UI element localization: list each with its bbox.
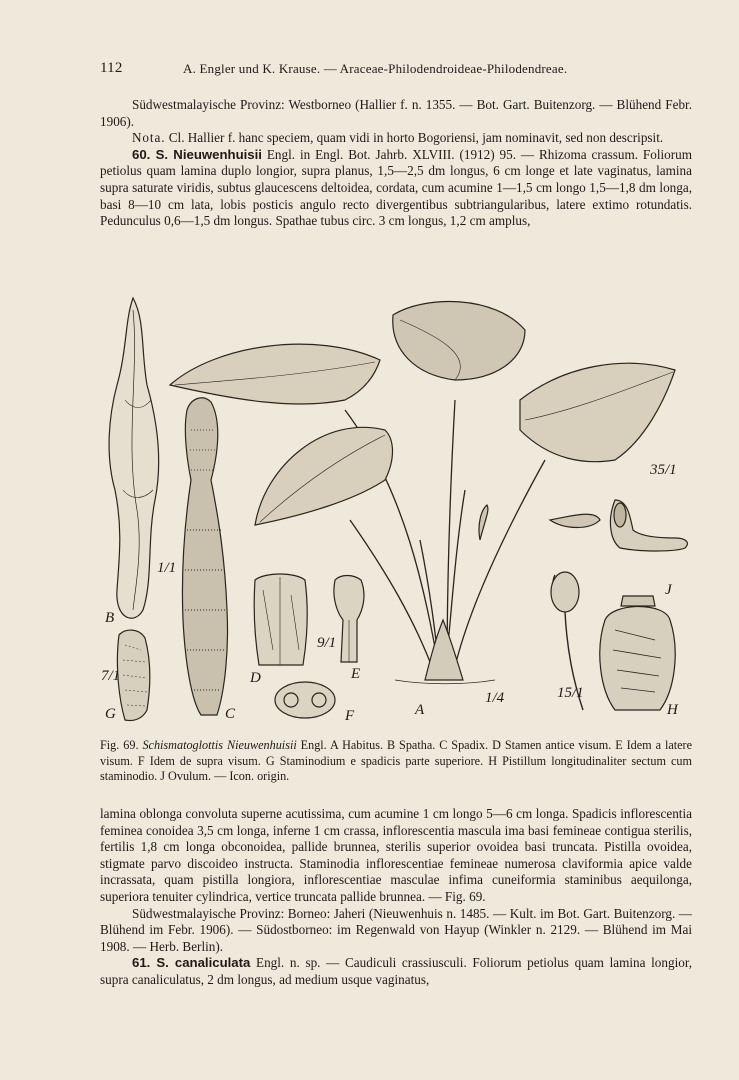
- label-H: H: [667, 702, 678, 718]
- scale-E: 9/1: [317, 635, 337, 651]
- figure-illustration: [95, 290, 695, 730]
- paragraph-distribution: Südwestmalayische Provinz: Borneo: Jaheri (Nieuwenhuis n. 1485. — Kult. im Bot. Gart. Buitenzorg. — Blühend im Febr. 1906). — Südostborneo: im Regenwald von Hayup (Winkler n. 2129. — Blühend im Mai 1908. — Herb. Berlin).: [100, 905, 692, 954]
- scale-A: 1/4: [485, 690, 505, 706]
- species-60-heading: 60. S. Nieuwenhuisii: [132, 146, 262, 162]
- caption-text: Engl. A Habitus. B Spatha. C Spadix. D Stamen antice visum. E Idem a latere visum. F Idem de supra visum. G Staminodium e spadicis parte superiore. H Pistillum longitudinaliter sectum cum staminodio. J Ovulum. — Icon. origin.: [100, 738, 693, 784]
- paragraph-locality: Südwestmalayische Provinz: Westborneo (Hallier f. n. 1355. — Bot. Gart. Buitenzorg. — Blühend Febr. 1906).: [100, 97, 692, 129]
- paragraph-nota: [100, 130, 692, 147]
- bottom-text-block: [100, 806, 692, 989]
- label-F: F: [345, 708, 355, 724]
- species-61-body: Engl. n. sp. — Caudiculi crassiusculi. Foliorum petiolus quam lamina longior, supra canaliculatus, 2 dm longus, ad medium usque vaginatus,: [100, 955, 692, 987]
- scale-B: 1/1: [157, 560, 177, 576]
- figure-caption: [100, 738, 692, 785]
- nota-label: Nota.: [132, 130, 166, 146]
- scale-H: 15/1: [557, 685, 584, 701]
- species-61-heading: 61. S. canaliculata: [132, 955, 251, 971]
- label-A: A: [415, 702, 425, 718]
- top-text-block: [100, 97, 692, 230]
- ovulum-drawing: [610, 500, 687, 551]
- paragraph-species-61: [100, 955, 692, 988]
- page-number: 112: [100, 60, 123, 76]
- label-B: B: [105, 610, 115, 626]
- paragraph-description: lamina oblonga convoluta superne acutissima, cum acumine 1 cm longo 5—6 cm longa. Spadicis inflorescentia feminea conoidea 3,5 cm longa, inferne 1 cm crassa, inflorescentia mascula ima basi femineae contigua sterilis, fertilis 1,8 cm longa obconoidea, pallide brunnea, sterilis superior ovoidea basi truncata. Pistilla ovoidea, stigmate parvo discoideo instructa. Staminodia inflorescentiae femineae numerosa claviformia apice valde incrassata, quam pistilla longiora, inflorescentiae masculae infima cuneiformia staminibus aequilonga, superiora tenuiter cylindrica, vertice truncata pallide brunnea. — Fig. 69.: [100, 806, 692, 904]
- scale-J: 35/1: [650, 462, 677, 478]
- stamen-side-drawing: [334, 576, 364, 663]
- species-60-body: Engl. in Engl. Bot. Jahrb. XLVIII. (1912) 95. — Rhizoma crassum. Foliorum petiolus quam lamina duplo longior, supra planus, 1,5—2,5 dm longus, 6 cm longe et late vaginatus, lamina supra saturate viridis, subtus glaucescens deltoidea, cordata, cum acumine 1—1,5 cm longo 1,5—1,8 dm longa, basi 8—10 cm lata, lobis posticis angulo recto divergentibus subtriangularibus, latere extimo rotundatis. Pedunculus 0,6—1,5 dm longus. Spathae tubus circ. 3 cm longus, 1,2 cm amplus,: [100, 146, 692, 229]
- scale-G: 7/1: [101, 668, 121, 684]
- running-title: A. Engler und K. Krause. — Araceae-Philodendroideae-Philodendreae.: [183, 61, 568, 76]
- caption-species: Schismatoglottis Nieuwenhuisii: [142, 738, 297, 752]
- stamen-top-drawing: [275, 682, 335, 718]
- paragraph-species-60: [100, 147, 692, 230]
- caption-fig-number: Fig. 69.: [100, 738, 139, 752]
- botanical-figure: [95, 290, 695, 730]
- label-D: D: [250, 670, 261, 686]
- label-J: J: [665, 582, 672, 598]
- label-C: C: [225, 706, 236, 722]
- spadix-drawing: [182, 398, 227, 715]
- label-G: G: [105, 706, 116, 722]
- nota-body: Cl. Hallier f. hanc speciem, quam vidi in horto Bogoriensi, jam nominavit, sed non descripsit.: [165, 130, 664, 146]
- staminodium-drawing: [117, 630, 149, 720]
- label-E: E: [351, 666, 361, 682]
- spatha-drawing: [109, 298, 159, 618]
- stamen-front-drawing: [254, 574, 307, 665]
- habitus-drawing: [170, 301, 675, 683]
